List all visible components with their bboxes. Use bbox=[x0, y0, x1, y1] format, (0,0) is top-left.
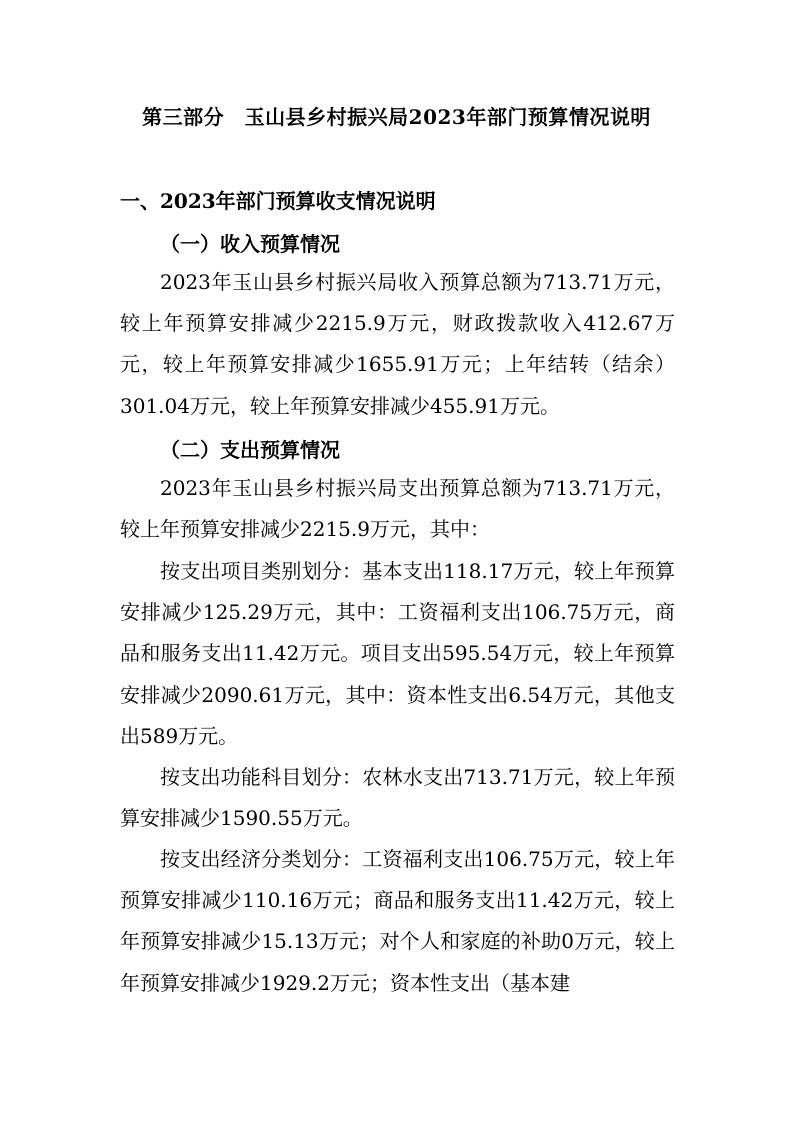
expense-by-function-paragraph: 按支出功能科目划分：农林水支出713.71万元，较上年预算安排减少1590.55万元。 bbox=[120, 765, 675, 831]
document-title: 第三部分 玉山县乡村振兴局2023年部门预算情况说明 bbox=[142, 105, 651, 129]
section-heading-budget: 一、2023年部门预算收支情况说明 bbox=[120, 189, 436, 213]
subsection-heading-income: （一）收入预算情况 bbox=[160, 232, 340, 256]
income-paragraph: 2023年玉山县乡村振兴局收入预算总额为713.71万元，较上年预算安排减少2215.9万元，财政拨款收入412.67万元，较上年预算安排减少1655.91万元；上年结转（结余）301.04万元，较上年预算安排减少455.91万元。 bbox=[120, 270, 675, 418]
expense-by-project-paragraph: 按支出项目类别划分：基本支出118.17万元，较上年预算安排减少125.29万元，其中：工资福利支出106.75万元，商品和服务支出11.42万元。项目支出595.54万元，较上年预算安排减少2090.61万元，其中：资本性支出6.54万元，其他支出589万元。 bbox=[120, 559, 675, 748]
expense-by-economic-paragraph: 按支出经济分类划分：工资福利支出106.75万元，较上年预算安排减少110.16万元；商品和服务支出11.42万元，较上年预算安排减少15.13万元；对个人和家庭的补助0万元，较上年预算安排减少1929.2万元；资本性支出（基本建 bbox=[120, 847, 675, 995]
subsection-heading-expense: （二）支出预算情况 bbox=[160, 438, 340, 462]
expense-total-paragraph: 2023年玉山县乡村振兴局支出预算总额为713.71万元，较上年预算安排减少2215.9万元，其中： bbox=[120, 476, 675, 542]
